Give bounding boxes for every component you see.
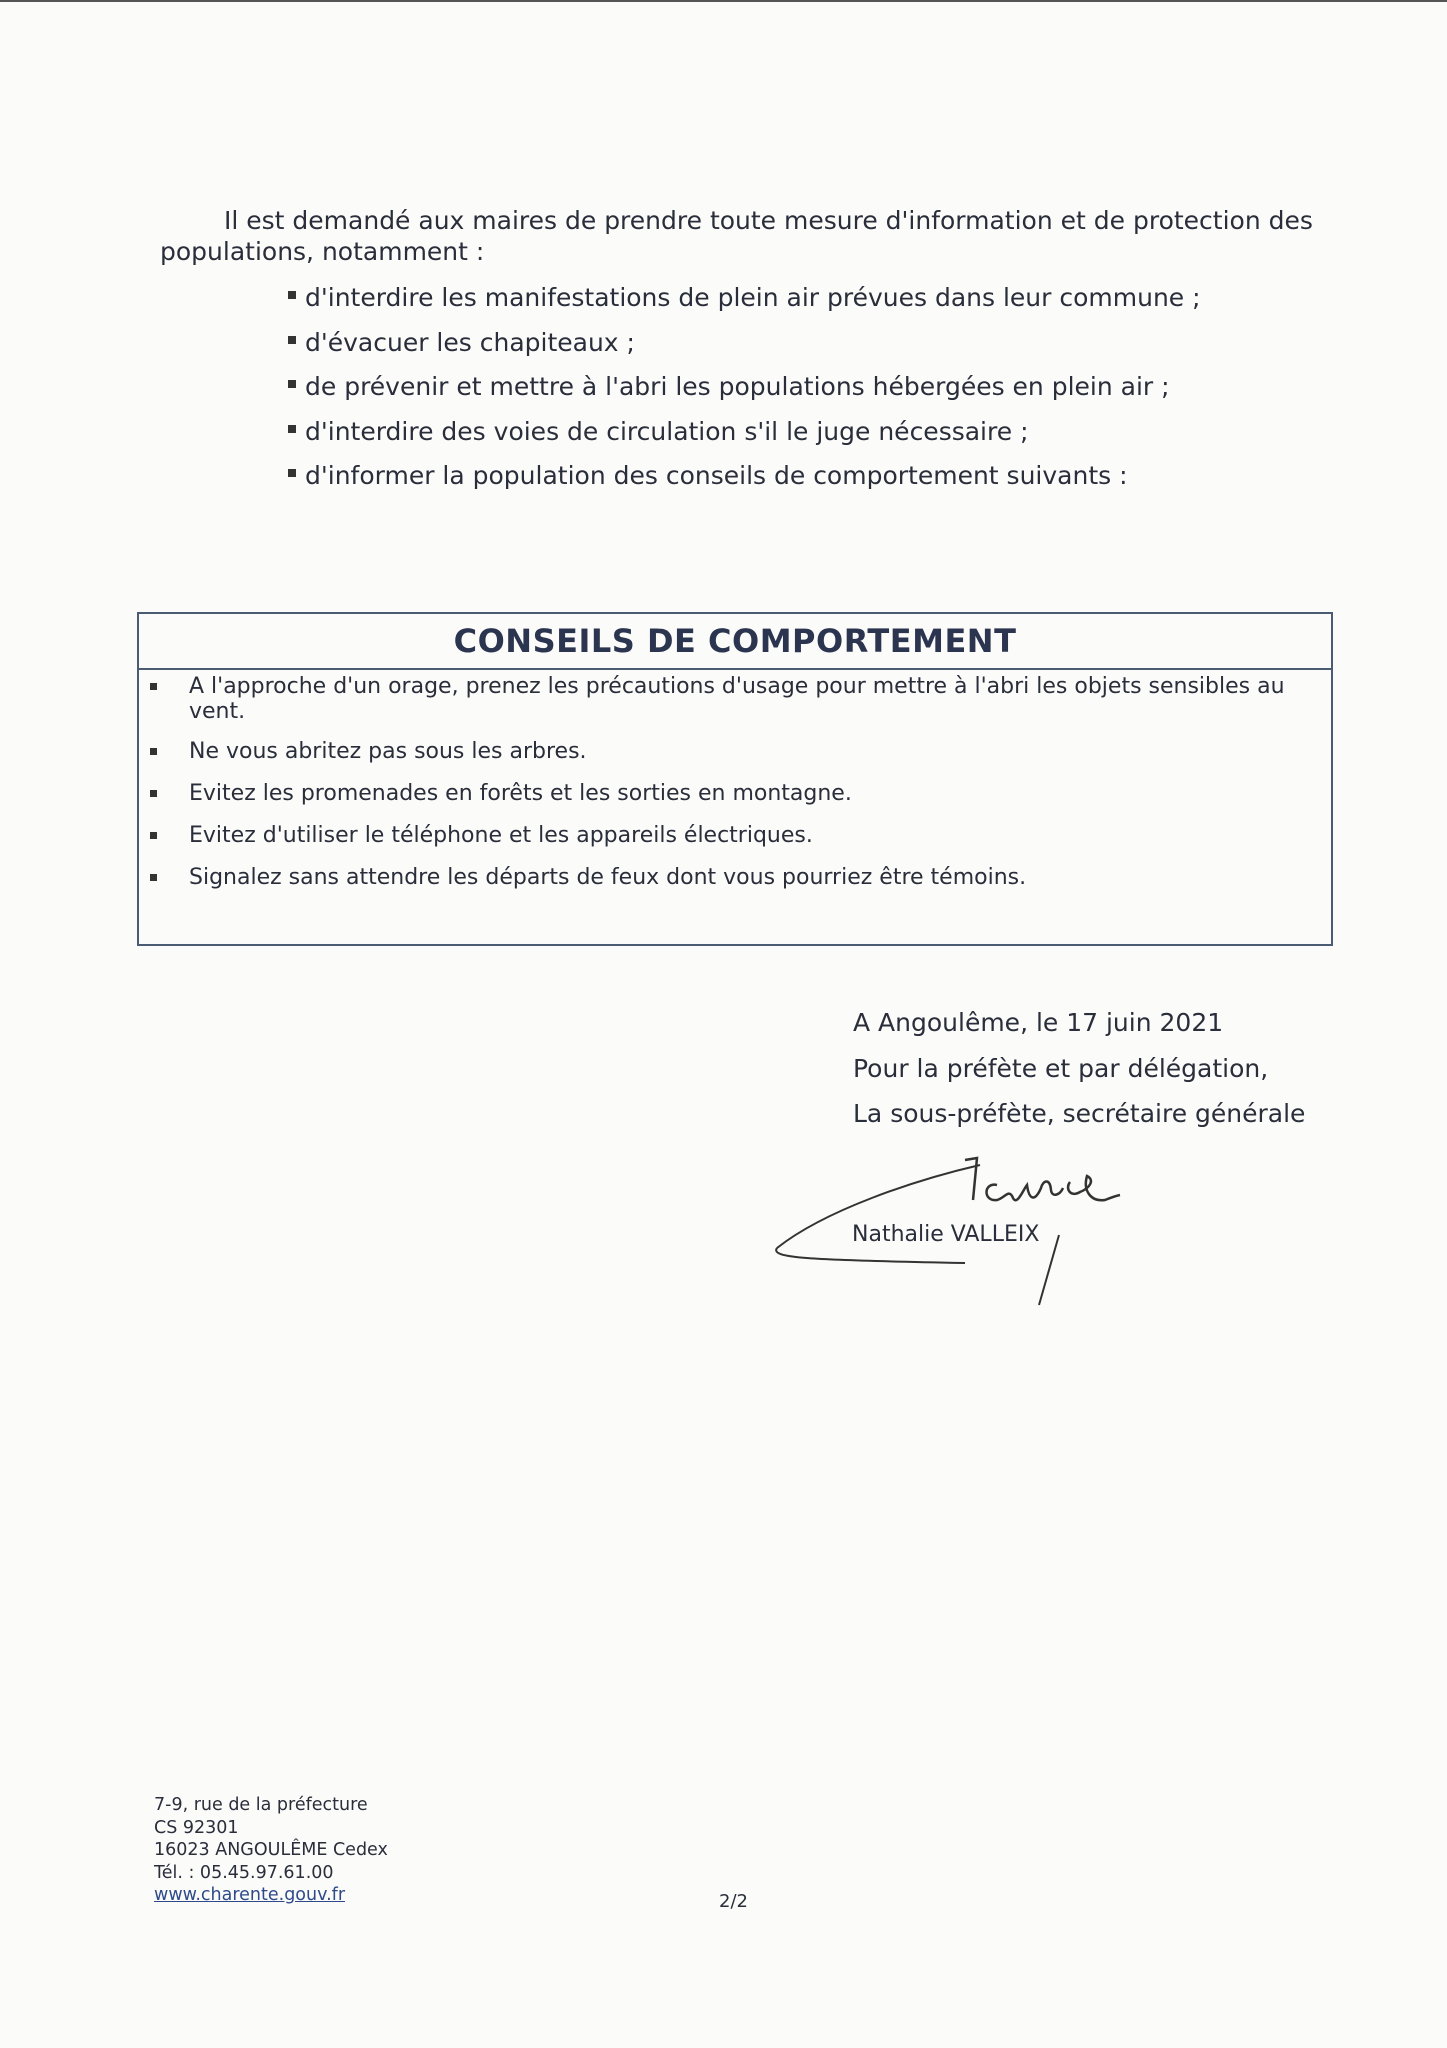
delegation-line: Pour la préfète et par délégation, bbox=[853, 1053, 1269, 1083]
list-item: d'informer la population des conseils de comportement suivants : bbox=[288, 454, 1288, 499]
advice-box bbox=[137, 612, 1333, 946]
list-item: d'interdire des voies de circulation s'il le juge nécessaire ; bbox=[288, 410, 1288, 455]
advice-list bbox=[139, 674, 1331, 907]
advice-item: Evitez d'utiliser le téléphone et les appareils électriques. bbox=[139, 823, 1331, 848]
advice-item: A l'approche d'un orage, prenez les précautions d'usage pour mettre à l'abri les objets sensibles au vent. bbox=[139, 674, 1331, 724]
footer-address bbox=[154, 1794, 388, 1907]
list-item: d'évacuer les chapiteaux ; bbox=[288, 321, 1288, 366]
page-number: 2/2 bbox=[719, 1891, 748, 1912]
list-item: de prévenir et mettre à l'abri les populations hébergées en plein air ; bbox=[288, 365, 1288, 410]
bullet-square-icon bbox=[288, 469, 296, 477]
signature-block bbox=[853, 1000, 1305, 1137]
phone-number: Tél. : 05.45.97.61.00 bbox=[154, 1862, 334, 1883]
bullet-square-icon bbox=[288, 291, 296, 299]
website-link[interactable]: www.charente.gouv.fr bbox=[154, 1885, 346, 1905]
bullet-square-icon bbox=[288, 425, 296, 433]
bullet-square-icon bbox=[150, 832, 157, 839]
advice-item: Ne vous abritez pas sous les arbres. bbox=[139, 739, 1331, 764]
bullet-square-icon bbox=[288, 380, 296, 388]
advice-item: Signalez sans attendre les départs de feux dont vous pourriez être témoins. bbox=[139, 865, 1331, 890]
advice-item: Evitez les promenades en forêts et les sorties en montagne. bbox=[139, 781, 1331, 806]
signer-role: La sous-préfète, secrétaire générale bbox=[853, 1099, 1306, 1128]
signer-name: Nathalie VALLEIX bbox=[852, 1222, 1040, 1247]
address-line: 7-9, rue de la préfecture bbox=[154, 1795, 368, 1815]
top-rule bbox=[0, 0, 1447, 2]
address-line: 16023 ANGOULÊME Cedex bbox=[154, 1840, 388, 1860]
bullet-square-icon bbox=[150, 683, 157, 690]
bullet-square-icon bbox=[288, 336, 296, 344]
bullet-square-icon bbox=[150, 790, 157, 797]
advice-title: CONSEILS DE COMPORTEMENT bbox=[139, 614, 1331, 670]
list-item: d'interdire les manifestations de plein air prévues dans leur commune ; bbox=[288, 276, 1288, 321]
place-date: A Angoulême, le 17 juin 2021 bbox=[853, 1008, 1224, 1037]
address-line: CS 92301 bbox=[154, 1817, 239, 1838]
measures-list bbox=[288, 276, 1288, 499]
intro-text: Il est demandé aux maires de prendre toute mesure d'information et de protection des populations, notamment : bbox=[160, 206, 1313, 266]
intro-paragraph bbox=[160, 205, 1320, 267]
bullet-square-icon bbox=[150, 874, 157, 881]
bullet-square-icon bbox=[150, 748, 157, 755]
